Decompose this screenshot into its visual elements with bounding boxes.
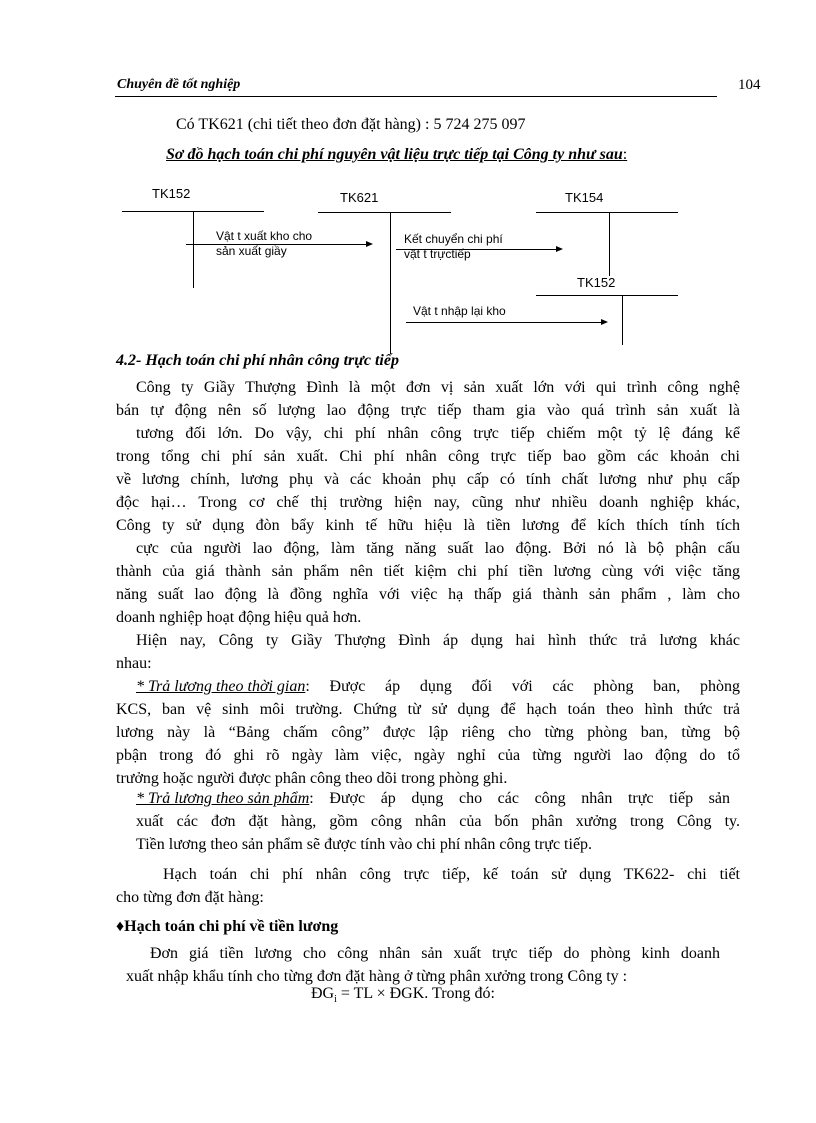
paragraph-line: lương này là “Bảng chấm công” được lập riêng cho từng phòng ban, từng bộ (116, 724, 740, 741)
diagram-title-text: Sơ đồ hạch toán chi phí nguyên vật liệu trực tiếp tại Công ty như sau (166, 146, 623, 163)
account-tk154: TK154 (565, 190, 604, 205)
paragraph-line: Hạch toán chi phí nhân công trực tiếp, kế toán sử dụng TK622- chi tiết (163, 866, 740, 883)
product-wage-first-line (136, 790, 730, 808)
flow1-arrow (186, 244, 371, 245)
tk154-vline (609, 212, 610, 276)
flow2-label-line1: Kết chuyển chi phí (404, 232, 503, 246)
paragraph-line: trưởng hoặc người được phân công theo dõi trong phòng ghi. (116, 770, 508, 787)
paragraph-line: KCS, ban vệ sinh môi trường. Chứng từ sử dụng để hạch toán theo hình thức trả (116, 701, 740, 718)
flow2-label-line2: vật t trựctiếp (404, 247, 471, 261)
flow1-label-line2: sản xuất giầy (216, 244, 287, 258)
paragraph-line: Đơn giá tiền lương cho công nhân sản xuất trực tiếp do phòng kinh doanh (150, 945, 720, 962)
paragraph-line: Công ty Giầy Thượng Đình là một đơn vị sản xuất lớn với qui trình công nghệ (136, 379, 740, 396)
paragraph-line: độc hại… Trong cơ chế thị trường hiện nay, cũng như nhiều doanh nghiệp khác, (116, 494, 740, 511)
tk152-top-vline (193, 211, 194, 288)
header-rule (115, 96, 717, 97)
section-heading: 4.2- Hạch toán chi phí nhân công trực tiếp (116, 352, 399, 369)
paragraph-line: cực của người lao động, làm tăng năng suất lao động. Bởi nó là bộ phận cấu (136, 540, 740, 557)
flow1-label-line1: Vật t xuất kho cho (216, 229, 313, 243)
flow3-arrow (406, 322, 606, 323)
tk152-bottom-hline (536, 295, 678, 296)
paragraph-line: Công ty sử dụng đòn bẩy kinh tế hữu hiệu là tiền lương để kích thích tính tích (116, 517, 740, 534)
product-wage-text: : Được áp dụng cho các công nhân trực tiếp sản (309, 790, 730, 807)
diamond-bullet-icon: ♦ (116, 918, 125, 935)
paragraph-line: năng suất lao động là đồng nghĩa với việc hạ thấp giá thành sản phẩm , làm cho (116, 586, 740, 603)
account-tk152-bottom: TK152 (577, 275, 616, 290)
diagram-title (166, 146, 627, 164)
paragraph-line: pbận trong đó ghi rõ ngày làm việc, ngày nghỉ của từng người lao động do tổ (116, 747, 740, 764)
formula-lhs: ĐG (311, 985, 335, 1002)
flow2-arrow (396, 249, 561, 250)
header-title: Chuyên đề tốt nghiệp (117, 77, 241, 92)
time-wage-text: : Được áp dụng đối với các phòng ban, phòng (305, 678, 740, 695)
paragraph-line: Tiền lương theo sản phẩm sẽ được tính vào chi phí nhân công trực tiếp. (136, 836, 593, 853)
paragraph-line: cho từng đơn đặt hàng: (116, 889, 264, 906)
account-tk621: TK621 (340, 190, 379, 205)
subheading-text: Hạch toán chi phí về tiền lương (124, 918, 339, 935)
paragraph-line: xuất nhập khẩu tính cho từng đơn đặt hàng ở từng phân xưởng trong Công ty : (126, 968, 628, 985)
paragraph-line: Hiện nay, Công ty Giầy Thượng Đình áp dụng hai hình thức trả lương khác (136, 632, 740, 649)
page-number: 104 (738, 77, 761, 93)
subheading (116, 918, 338, 936)
tk621-hline (318, 212, 451, 213)
account-tk152-top: TK152 (152, 186, 191, 201)
tk152-bottom-vline (622, 295, 623, 345)
tk621-vline (390, 212, 391, 354)
intro-line: Có TK621 (chi tiết theo đơn đặt hàng) : 5 724 275 097 (176, 116, 526, 133)
time-wage-first-line (136, 678, 740, 696)
diagram-title-colon: : (622, 146, 628, 163)
flow3-label: Vật t nhập lại kho (413, 304, 506, 318)
paragraph-line: doanh nghiệp hoạt động hiệu quả hơn. (116, 609, 362, 626)
paragraph-line: thành của giá thành sản phẩm nên tiết kiệm chi phí tiền lương cùng với việc tăng (116, 563, 740, 580)
time-wage-label: * Trả lương theo thời gian (136, 678, 306, 695)
paragraph-line: bán tự động nên số lượng lao động trực tiếp tham gia vào quá trình sản xuất là (116, 402, 740, 419)
paragraph-line: nhau: (116, 655, 152, 672)
paragraph-line: tương đối lớn. Do vậy, chi phí nhân công trực tiếp chiếm một tỷ lệ đáng kể (136, 425, 740, 442)
tk154-hline (536, 212, 678, 213)
paragraph-line: về lương chính, lương phụ và các khoản phụ cấp có tính chất lương như phụ cấp (116, 471, 740, 488)
formula-subscript: i (334, 994, 337, 1006)
paragraph-line: trong tổng chi phí sản xuất. Chi phí nhân công trực tiếp bao gồm các khoản chi (116, 448, 740, 465)
product-wage-label: * Trả lương theo sản phẩm (136, 790, 310, 807)
formula-rhs: = TL × ĐGK. Trong đó: (336, 985, 495, 1002)
paragraph-line: xuất các đơn đặt hàng, gồm công nhân của bốn phân xưởng trong Công ty. (136, 813, 740, 830)
formula (311, 985, 495, 1005)
